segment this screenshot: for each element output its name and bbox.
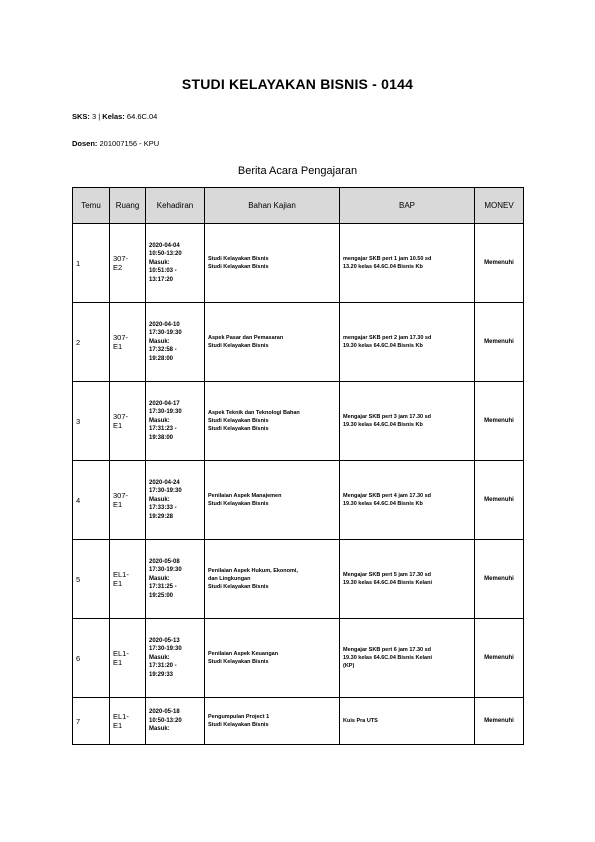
kehadiran-line: 10:50-13:20 (149, 251, 182, 258)
bap-line: Kuis Pra UTS (343, 718, 378, 724)
temu-cell: 3 (73, 382, 110, 461)
bahan-kajian-cell (205, 224, 340, 303)
kehadiran-line: 17:30-19:30 (149, 409, 182, 416)
table-row (73, 382, 524, 461)
bahan-kajian-line: Studi Kelayakan Bisnis (208, 501, 269, 507)
kehadiran-line: Masuk: (149, 654, 170, 661)
kehadiran-cell (146, 698, 205, 745)
bahan-kajian-cell (205, 619, 340, 698)
kehadiran-cell (146, 382, 205, 461)
kehadiran-line: 2020-05-08 (149, 558, 180, 565)
dosen-value: 201007156 - KPU (97, 139, 160, 148)
kehadiran-line: 19:25:00 (149, 592, 174, 599)
bap-line: Mengajar SKB pert 3 jam 17.30 sd (343, 414, 432, 420)
kehadiran-cell (146, 619, 205, 698)
sks-label: SKS: (72, 112, 90, 121)
kehadiran-line: 10:51:03 - (149, 268, 177, 275)
kehadiran-cell (146, 224, 205, 303)
kehadiran-line: 2020-04-17 (149, 400, 180, 407)
bap-line: 19.30 kelas 64.6C.04 Bisnis Kb (343, 501, 423, 507)
bap-line: 19.30 kelas 64.6C.04 Bisnis Kelani (343, 655, 432, 661)
sks-value: 3 | (89, 112, 103, 121)
temu-cell: 4 (73, 461, 110, 540)
ruang-line: EL1- (113, 649, 129, 658)
column-header-bahan-kajian: Bahan Kajian (205, 188, 340, 224)
kehadiran-line: 17:31:25 - (149, 584, 177, 591)
section-title: Berita Acara Pengajaran (237, 165, 358, 177)
kehadiran-line: 17:30-19:30 (149, 330, 182, 337)
temu-cell: 6 (73, 619, 110, 698)
kehadiran-line: 2020-05-18 (149, 709, 180, 716)
monev-cell: Memenuhi (475, 382, 524, 461)
page-title: STUDI KELAYAKAN BISNIS - 0144 (181, 76, 414, 92)
ruang-cell (110, 303, 146, 382)
bap-cell (340, 698, 475, 745)
temu-cell: 5 (73, 540, 110, 619)
course-info (72, 112, 157, 121)
ruang-line: E1 (113, 500, 123, 509)
bap-cell (340, 224, 475, 303)
kehadiran-line: Masuk: (149, 496, 170, 503)
bahan-kajian-cell (205, 303, 340, 382)
temu-cell: 1 (73, 224, 110, 303)
kehadiran-line: Masuk: (149, 259, 170, 266)
kehadiran-line: 2020-04-24 (149, 479, 180, 486)
kehadiran-line: 17:31:20 - (149, 663, 177, 670)
bahan-kajian-line: Pengumpulan Project 1 (208, 714, 270, 720)
bahan-kajian-line: Aspek Pasar dan Pemasaran (208, 335, 284, 341)
kehadiran-line: 19:29:28 (149, 513, 174, 520)
column-header-monev: MONEV (475, 188, 524, 224)
kehadiran-line: 2020-04-04 (149, 242, 180, 249)
kehadiran-line: Masuk: (149, 726, 170, 733)
kehadiran-line: 2020-04-10 (149, 321, 180, 328)
bap-line: Mengajar SKB pert 4 jam 17.30 sd (343, 493, 432, 499)
kehadiran-line: 19:38:00 (149, 434, 174, 441)
bap-cell (340, 382, 475, 461)
ruang-line: E1 (113, 342, 123, 351)
bahan-kajian-line: Aspek Teknik dan Teknologi Bahan (208, 410, 300, 416)
attendance-table (72, 187, 524, 745)
ruang-line: E1 (113, 658, 123, 667)
table-row (73, 461, 524, 540)
column-header-temu: Temu (73, 188, 110, 224)
kehadiran-line: 17:30-19:30 (149, 488, 182, 495)
ruang-cell (110, 461, 146, 540)
ruang-line: 307- (113, 491, 129, 500)
bahan-kajian-line: Studi Kelayakan Bisnis (208, 256, 269, 262)
ruang-line: 307- (113, 333, 129, 342)
kehadiran-line: 17:33:33 - (149, 505, 177, 512)
bap-cell (340, 540, 475, 619)
kehadiran-line: Masuk: (149, 338, 170, 345)
monev-cell: Memenuhi (475, 540, 524, 619)
bap-line: mengajar SKB pert 2 jam 17.30 sd (343, 335, 432, 341)
bap-line: 19.30 kelas 64.6C.04 Bisnis Kb (343, 343, 423, 349)
column-header-bap: BAP (340, 188, 475, 224)
table-row (73, 224, 524, 303)
bahan-kajian-line: Studi Kelayakan Bisnis (208, 426, 269, 432)
bahan-kajian-cell (205, 540, 340, 619)
bahan-kajian-line: dan Lingkungan (208, 576, 251, 582)
kehadiran-line: 17:31:23 - (149, 426, 177, 433)
ruang-line: EL1- (113, 712, 129, 721)
ruang-cell (110, 619, 146, 698)
monev-cell: Memenuhi (475, 698, 524, 745)
dosen-label: Dosen: (72, 139, 98, 148)
ruang-line: 307- (113, 412, 129, 421)
kehadiran-line: 19:29:33 (149, 671, 174, 678)
bahan-kajian-cell (205, 698, 340, 745)
bahan-kajian-line: Penilaian Aspek Manajemen (208, 493, 282, 499)
ruang-cell (110, 382, 146, 461)
table-row (73, 540, 524, 619)
bap-line: 13.20 kelas 64.6C.04 Bisnis Kb (343, 264, 423, 270)
ruang-cell (110, 224, 146, 303)
kehadiran-cell (146, 303, 205, 382)
bap-line: (KP) (343, 663, 355, 669)
monev-cell: Memenuhi (475, 303, 524, 382)
ruang-line: E1 (113, 421, 123, 430)
temu-cell: 2 (73, 303, 110, 382)
kehadiran-line: 17:30-19:30 (149, 646, 182, 653)
column-header-ruang: Ruang (110, 188, 146, 224)
ruang-cell (110, 698, 146, 745)
lecturer-info (72, 139, 159, 148)
monev-cell: Memenuhi (475, 461, 524, 540)
column-header-kehadiran: Kehadiran (146, 188, 205, 224)
bap-cell (340, 303, 475, 382)
ruang-line: EL1- (113, 570, 129, 579)
bahan-kajian-line: Penilaian Aspek Hukum, Ekonomi, (208, 568, 298, 574)
bap-line: 19.30 kelas 64.6C.04 Bisnis Kb (343, 422, 423, 428)
table-row (73, 303, 524, 382)
monev-cell: Memenuhi (475, 224, 524, 303)
kehadiran-line: 13:17:20 (149, 276, 174, 283)
bahan-kajian-cell (205, 382, 340, 461)
bahan-kajian-line: Studi Kelayakan Bisnis (208, 418, 269, 424)
kehadiran-cell (146, 461, 205, 540)
bap-line: 19.30 kelas 64.6C.04 Bisnis Kelani (343, 580, 432, 586)
kehadiran-line: Masuk: (149, 417, 170, 424)
kehadiran-line: Masuk: (149, 575, 170, 582)
monev-cell: Memenuhi (475, 619, 524, 698)
kehadiran-line: 17:30-19:30 (149, 567, 182, 574)
bap-cell (340, 461, 475, 540)
bap-line: mengajar SKB pert 1 jam 10.50 sd (343, 256, 432, 262)
table-row (73, 619, 524, 698)
bap-line: Mengajar SKB pert 6 jam 17.30 sd (343, 647, 432, 653)
ruang-line: E1 (113, 721, 123, 730)
kehadiran-cell (146, 540, 205, 619)
bahan-kajian-line: Studi Kelayakan Bisnis (208, 722, 269, 728)
ruang-line: 307- (113, 254, 129, 263)
table-header-row (73, 188, 524, 224)
kelas-label: Kelas: (102, 112, 125, 121)
bahan-kajian-line: Studi Kelayakan Bisnis (208, 659, 269, 665)
kelas-value: 64.6C.04 (124, 112, 158, 121)
kehadiran-line: 17:32:58 - (149, 347, 177, 354)
ruang-line: E1 (113, 579, 123, 588)
kehadiran-line: 2020-05-13 (149, 637, 180, 644)
ruang-cell (110, 540, 146, 619)
bap-cell (340, 619, 475, 698)
ruang-line: E2 (113, 263, 123, 272)
table-row (73, 698, 524, 745)
temu-cell: 7 (73, 698, 110, 745)
kehadiran-line: 10:50-13:20 (149, 717, 182, 724)
bahan-kajian-cell (205, 461, 340, 540)
bahan-kajian-line: Studi Kelayakan Bisnis (208, 584, 269, 590)
kehadiran-line: 19:28:00 (149, 355, 174, 362)
bahan-kajian-line: Studi Kelayakan Bisnis (208, 343, 269, 349)
bahan-kajian-line: Penilaian Aspek Keuangan (208, 651, 279, 657)
bahan-kajian-line: Studi Kelayakan Bisnis (208, 264, 269, 270)
bap-line: Mengajar SKB pert 5 jam 17.30 sd (343, 572, 432, 578)
